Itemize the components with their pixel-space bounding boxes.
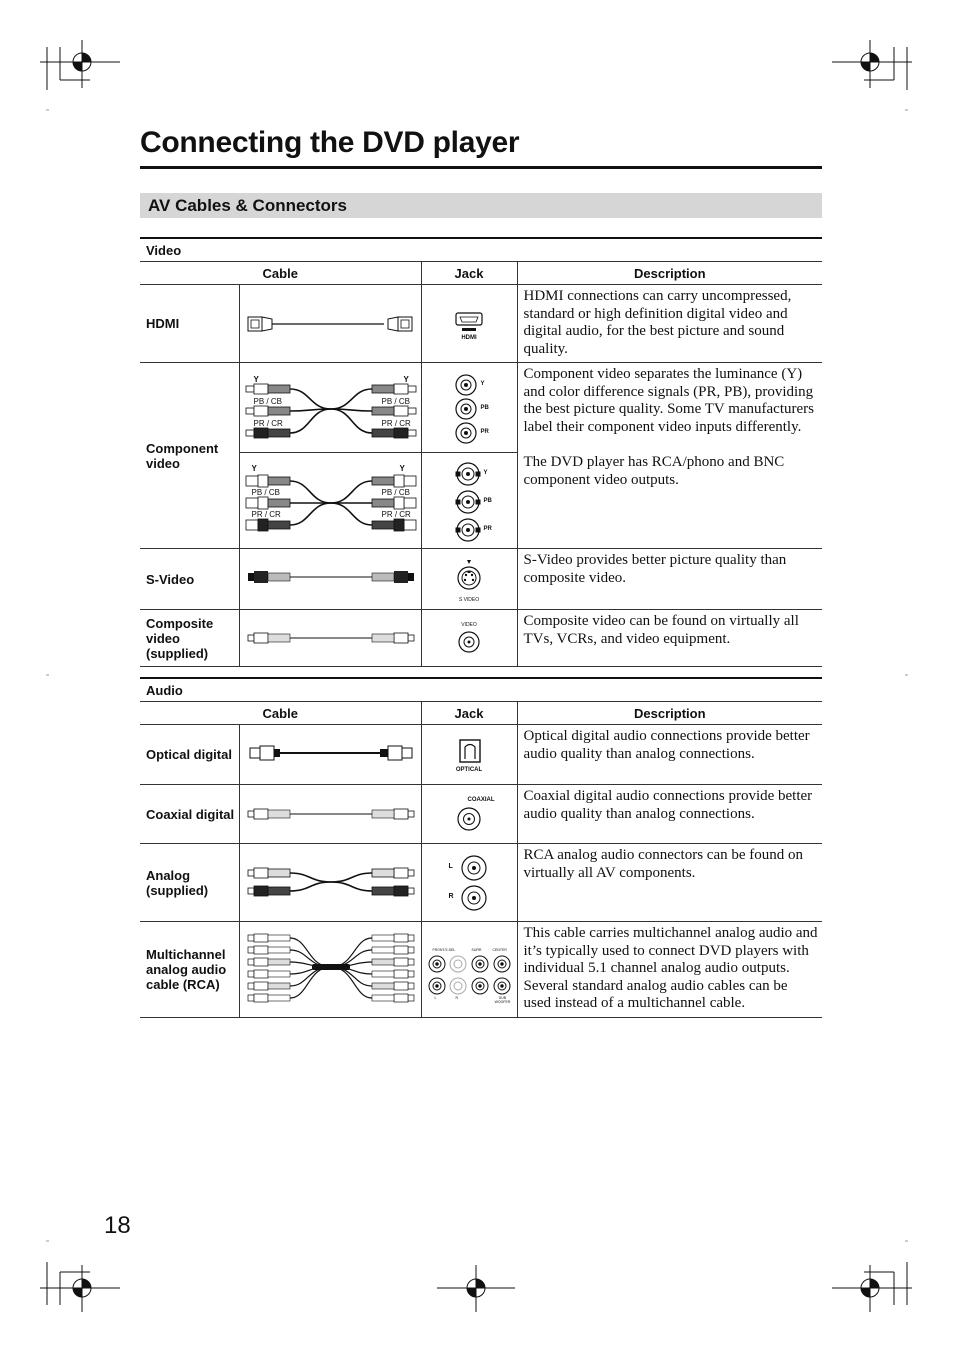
description-component (517, 363, 822, 549)
s-video-cable-illustration (239, 549, 421, 610)
bnc-jack-label-y: Y (483, 470, 488, 476)
section-title: AV Cables & Connectors (148, 196, 348, 215)
hdmi-jack-label: HDMI (461, 334, 477, 341)
row-label-component: Component video (140, 363, 239, 549)
description-optical: Optical digital audio connections provide better audio quality than analog connections. (517, 725, 822, 785)
description-coaxial: Coaxial digital audio connections provide better audio quality than analog connections. (517, 785, 822, 844)
coaxial-jack-label: COAXIAL (467, 796, 495, 803)
description-analog: RCA analog audio connectors can be found on virtually all AV components. (517, 844, 822, 922)
component-bnc-jacks (421, 453, 517, 549)
bnc-cable-label-y: Y (251, 464, 257, 473)
multichannel-jack-label-subwoofer: SUB WOOFER (494, 996, 511, 1005)
row-label-analog: Analog (supplied) (140, 844, 239, 922)
analog-jacks (421, 844, 517, 922)
row-label-composite: Composite video (supplied) (140, 610, 239, 667)
optical-jack-label: OPTICAL (455, 766, 483, 773)
audio-section-label: Audio (140, 678, 822, 702)
row-label-s-video: S-Video (140, 549, 239, 610)
component-cable-label-y-right: Y (403, 375, 409, 384)
title-rule (140, 166, 822, 169)
description-component-1: Component video separates the luminance (Y) and color difference signals (PR, PB), providing the best picture quality. Some TV manufacturers label their component video inputs differently. (523, 366, 814, 435)
component-cable-label-pb-right: PB / CB (381, 397, 410, 406)
video-table (140, 237, 822, 667)
component-cable-label-y: Y (253, 375, 259, 384)
component-rca-jacks (421, 363, 517, 453)
analog-jack-label-l: L (448, 863, 453, 870)
component-jack-label-pr: PR (480, 429, 489, 435)
analog-jack-label-r: R (448, 893, 454, 900)
section-band (140, 193, 822, 218)
multichannel-jack-label-surr: SURR (471, 948, 482, 953)
bnc-cable-label-y-right: Y (399, 464, 405, 473)
table-row-coaxial (140, 785, 822, 844)
s-video-jack-label: S VIDEO (458, 596, 480, 603)
multichannel-jack-label-l: L (434, 996, 437, 1001)
page-number: 18 (104, 1212, 131, 1239)
row-label-hdmi: HDMI (140, 285, 239, 363)
component-jack-label-y: Y (480, 381, 485, 387)
bnc-jack-label-pr: PR (483, 526, 492, 532)
hdmi-jack (421, 285, 517, 363)
row-label-multichannel: Multichannel analog audio cable (RCA) (140, 922, 239, 1018)
table-row-component-rca (140, 363, 822, 453)
component-bnc-cable-illustration (239, 453, 421, 549)
component-jack-label-pb: PB (480, 405, 489, 411)
audio-header-description: Description (517, 702, 822, 725)
table-row-hdmi (140, 285, 822, 363)
video-section-label: Video (140, 238, 822, 262)
bnc-cable-label-pr: PR / CR (251, 510, 281, 519)
bnc-cable-label-pr-right: PR / CR (381, 510, 411, 519)
analog-cable-illustration (239, 844, 421, 922)
multichannel-jacks (421, 922, 517, 1018)
bnc-jack-label-pb: PB (483, 498, 492, 504)
description-composite: Composite video can be found on virtually all TVs, VCRs, and video equipment. (517, 610, 822, 667)
composite-jack (421, 610, 517, 667)
header-cable: Cable (140, 262, 421, 285)
table-row-optical (140, 725, 822, 785)
coaxial-jack (421, 785, 517, 844)
optical-jack (421, 725, 517, 785)
description-component-2: The DVD player has RCA/phono and BNC component video outputs. (523, 454, 785, 488)
table-row-analog (140, 844, 822, 922)
hdmi-cable-illustration (239, 285, 421, 363)
audio-header-jack: Jack (421, 702, 517, 725)
multichannel-jack-label-front: FRONT/2-SEL (432, 948, 456, 953)
component-cable-label-pb: PB / CB (253, 397, 282, 406)
description-multichannel: This cable carries multichannel analog audio and it’s typically used to connect DVD players with individual 5.1 channel analog audio outputs. Several standard analog audio cables can be used instead of a multichannel cable. (517, 922, 822, 1018)
multichannel-jack-label-r: R (455, 996, 459, 1001)
multichannel-cable-illustration (239, 922, 421, 1018)
bnc-cable-label-pb-right: PB / CB (381, 488, 410, 497)
table-row-s-video (140, 549, 822, 610)
component-rca-cable-illustration (239, 363, 421, 453)
audio-header-cable: Cable (140, 702, 421, 725)
composite-jack-label: VIDEO (461, 622, 477, 628)
audio-table (140, 677, 822, 1018)
header-description: Description (517, 262, 822, 285)
row-label-coaxial: Coaxial digital (140, 785, 239, 844)
multichannel-jack-label-center: CENTER (492, 948, 507, 953)
table-row-composite (140, 610, 822, 667)
composite-cable-illustration (239, 610, 421, 667)
description-s-video: S-Video provides better picture quality than composite video. (517, 549, 822, 610)
page-title: Connecting the DVD player (140, 126, 520, 159)
s-video-jack (421, 549, 517, 610)
description-hdmi: HDMI connections can carry uncompressed, standard or high definition digital video and digital audio, for the best picture and sound quality. (517, 285, 822, 363)
row-label-optical: Optical digital (140, 725, 239, 785)
table-row-multichannel (140, 922, 822, 1018)
component-cable-label-pr-right: PR / CR (381, 419, 411, 428)
bnc-cable-label-pb: PB / CB (251, 488, 280, 497)
optical-cable-illustration (239, 725, 421, 785)
coaxial-cable-illustration (239, 785, 421, 844)
header-jack: Jack (421, 262, 517, 285)
component-cable-label-pr: PR / CR (253, 419, 283, 428)
